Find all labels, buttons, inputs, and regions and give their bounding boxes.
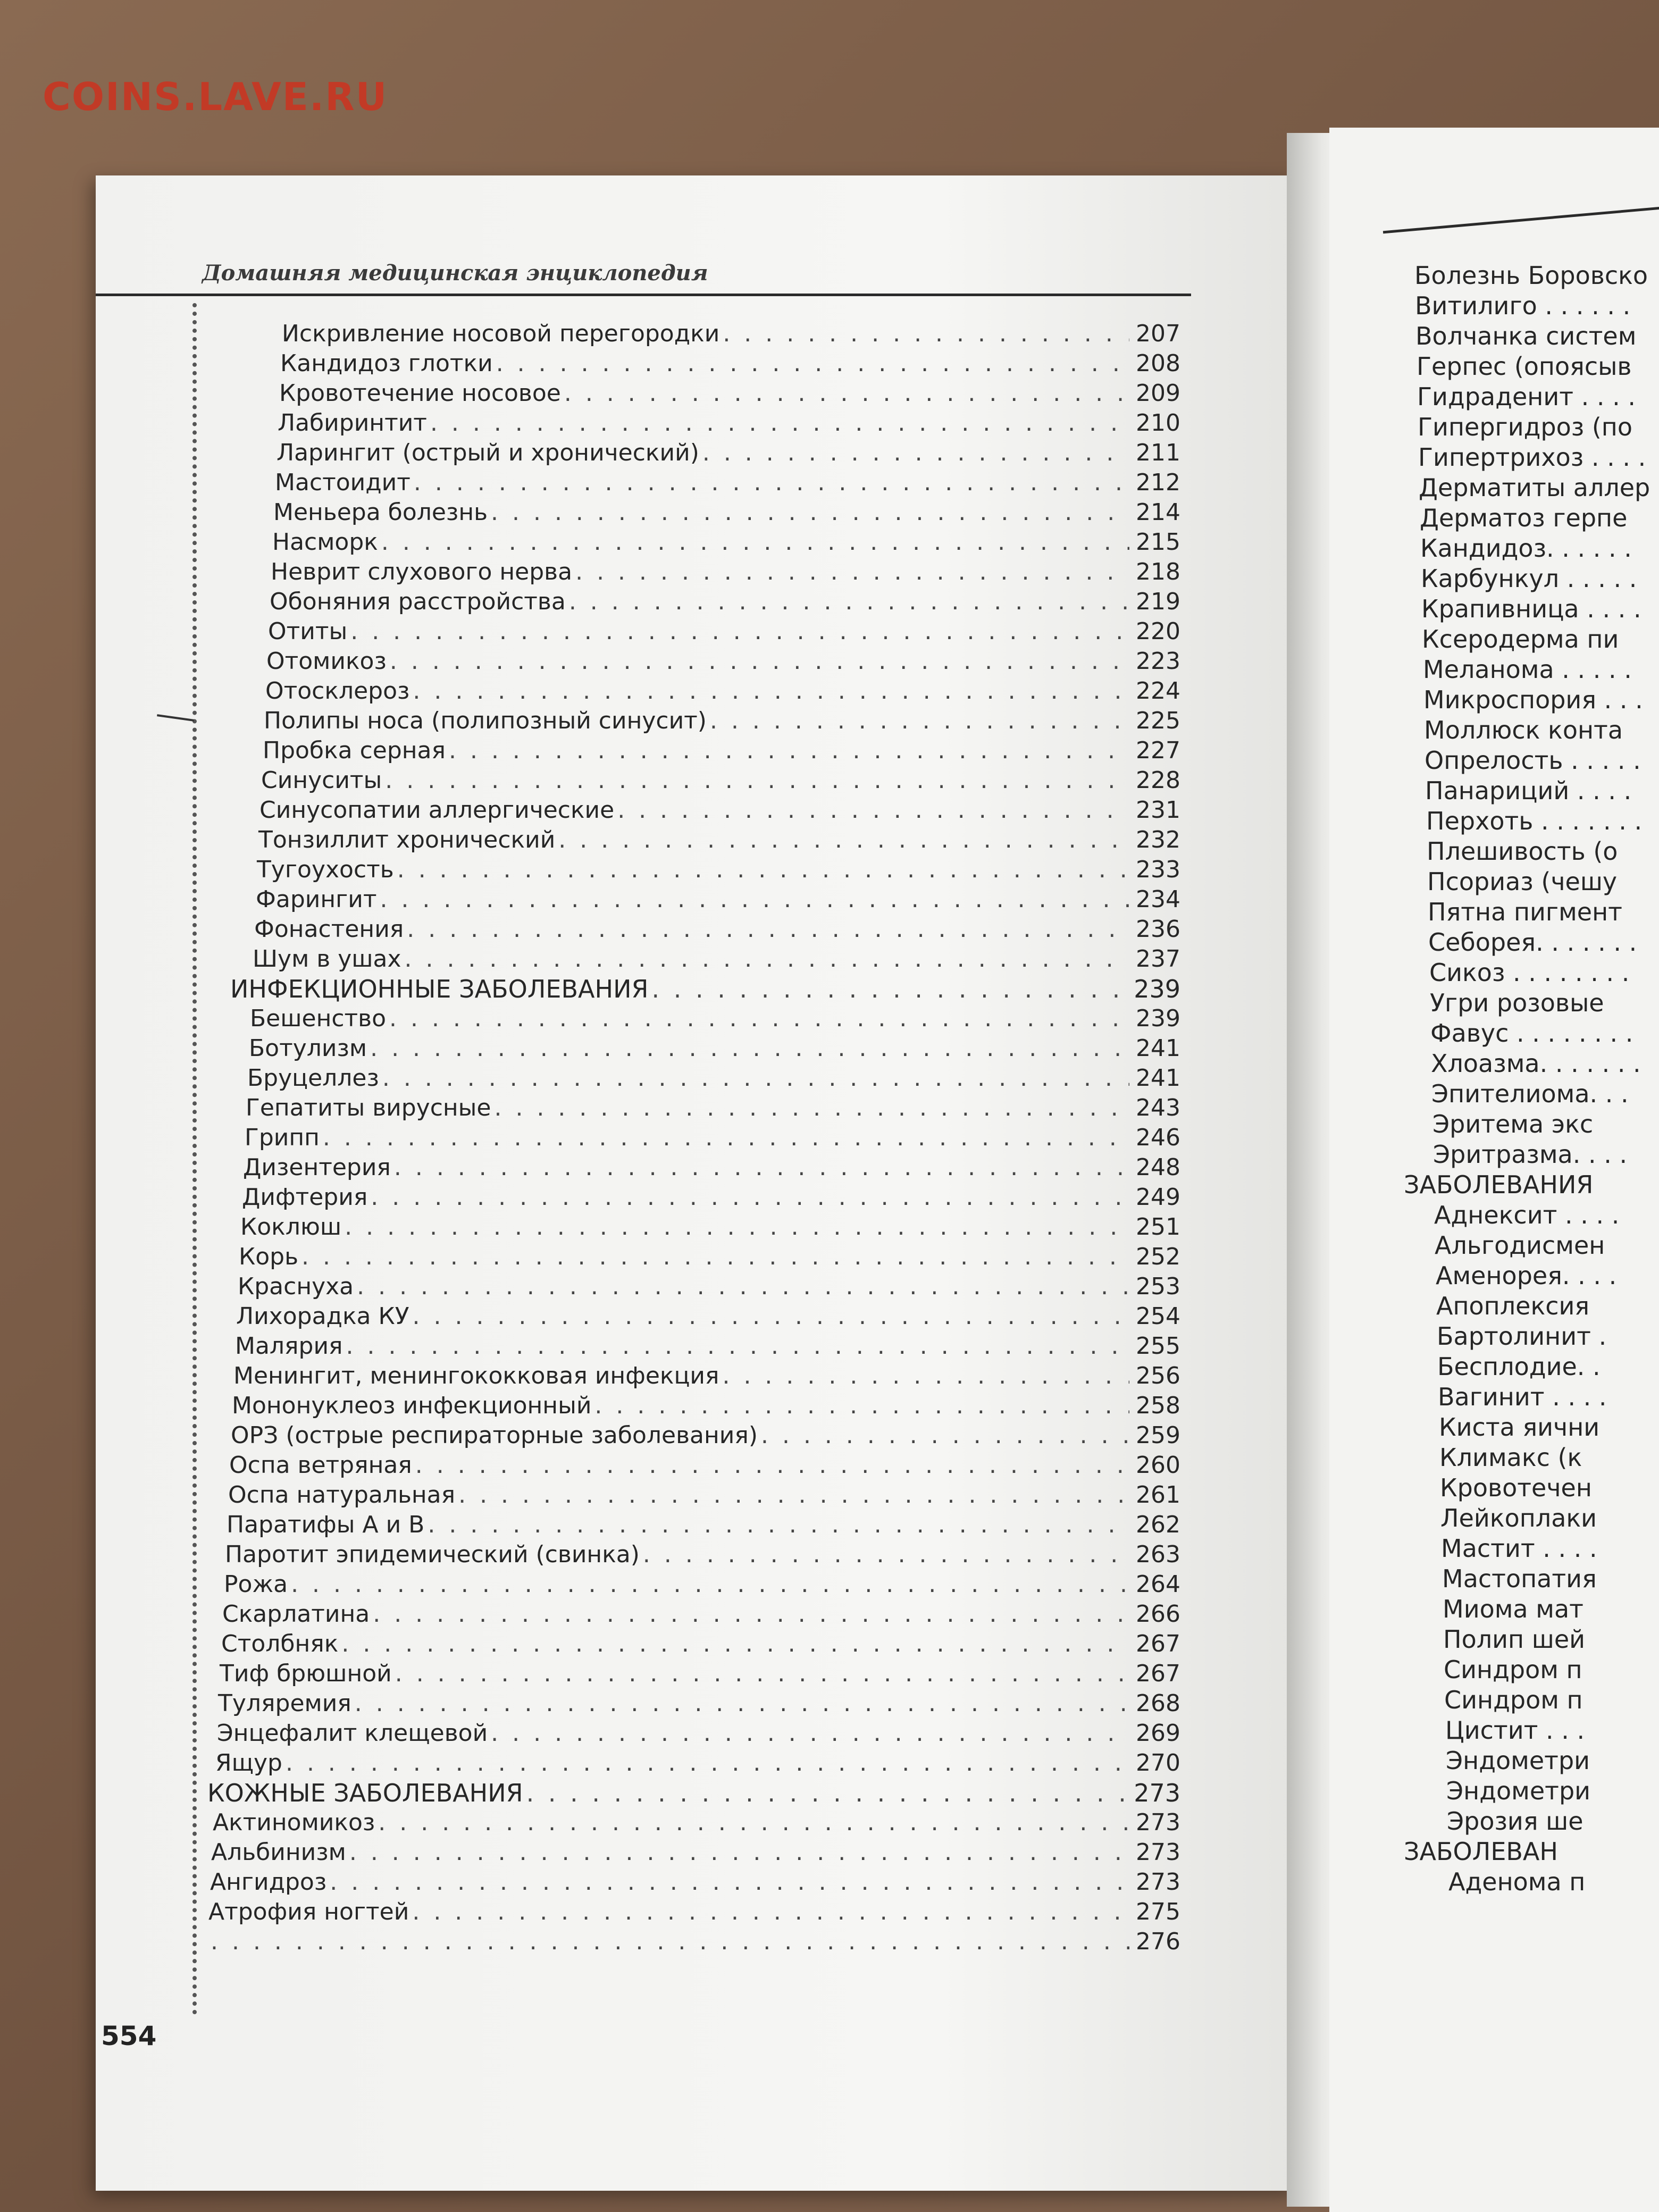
toc-entry-page: 231 [1136, 797, 1180, 824]
toc-entry-label: Паротит эпидемический (свинка) [225, 1541, 640, 1568]
toc-entry-row [207, 1093, 1180, 1123]
toc-entry-label: Гепатиты вирусные [246, 1094, 491, 1121]
right-toc-entry: Аднексит . . . . [1434, 1201, 1620, 1229]
toc-entry-row [207, 944, 1180, 974]
toc-leader-dots [569, 587, 1129, 617]
toc-entry-page: 266 [1136, 1601, 1180, 1628]
toc-leader-dots [390, 647, 1129, 676]
toc-entry-row [207, 825, 1180, 855]
toc-entry-row [207, 438, 1180, 468]
toc-entry-label: Энцефалит клещевой [217, 1720, 488, 1747]
right-toc-entry: Киста яични [1439, 1413, 1600, 1442]
toc-entry-label: Малярия [235, 1333, 343, 1360]
toc-entry-page: 267 [1136, 1630, 1180, 1657]
toc-entry-page: 268 [1136, 1690, 1180, 1717]
right-toc-entry: Аденома п [1448, 1867, 1586, 1896]
toc-leader-dots [346, 1331, 1129, 1361]
right-toc-entry: Карбункул . . . . . [1421, 564, 1637, 593]
toc-entry-label: Полипы носа (полипозный синусит) [264, 707, 707, 734]
right-toc-entry: Полип шей [1443, 1625, 1586, 1654]
toc-entry-label: Синуситы [261, 767, 382, 794]
toc-entry-label: Синусопатии аллергические [259, 797, 615, 824]
right-toc-entry: Эритразма. . . . [1433, 1140, 1628, 1169]
left-page [96, 175, 1297, 2191]
toc-entry-label: Меньера болезнь [273, 499, 488, 526]
right-toc-entry: Гипергидроз (по [1418, 413, 1632, 441]
toc-entry-page: 207 [1136, 320, 1180, 347]
right-toc-entry: Гипертрихоз . . . . [1418, 443, 1646, 472]
toc-entry-row [207, 1570, 1180, 1599]
right-toc-entry: Сикоз . . . . . . . . [1429, 958, 1630, 987]
toc-entry-label: Корь [239, 1243, 299, 1270]
right-toc-section-row: ЗАБОЛЕВАН [1404, 1837, 1558, 1866]
toc-entry-row [207, 1719, 1180, 1748]
toc-leader-dots [370, 1034, 1129, 1063]
toc-leader-dots [430, 408, 1129, 438]
toc-entry-row [207, 468, 1180, 498]
toc-entry-label: Менингит, менингококковая инфекция [233, 1362, 719, 1389]
toc-entry-label: Тиф брюшной [220, 1660, 392, 1687]
toc-entry-row [207, 379, 1180, 408]
toc-entry-page: 273 [1136, 1839, 1180, 1866]
right-toc-entry: Фавус . . . . . . . . [1430, 1019, 1633, 1048]
toc-leader-dots [702, 438, 1129, 468]
toc-entry-row [207, 349, 1180, 379]
toc-entry-label: Ящур [215, 1749, 282, 1777]
toc-entry-page: 249 [1136, 1184, 1180, 1211]
toc-entry-row [207, 1331, 1180, 1361]
toc-entry-page: 248 [1136, 1154, 1180, 1181]
toc-leader-dots [564, 379, 1129, 408]
right-toc-entry: Вагинит . . . . [1438, 1382, 1607, 1411]
toc-entry-page: 241 [1136, 1065, 1180, 1092]
right-toc-entry: Синдром п [1444, 1686, 1583, 1714]
right-toc-entry: Псориаз (чешу [1427, 867, 1618, 896]
toc-entry-page: 276 [1136, 1928, 1180, 1955]
right-toc-entry: Плешивость (о [1427, 837, 1618, 866]
toc-leader-dots [414, 468, 1129, 498]
toc-leader-dots [349, 1838, 1129, 1867]
toc-leader-dots [381, 527, 1129, 557]
right-toc-entry: Угри розовые [1430, 988, 1604, 1017]
toc-entry-label: Ларингит (острый и хронический) [276, 439, 699, 466]
toc-entry-page: 254 [1136, 1303, 1180, 1330]
toc-entry-label: Отомикоз [266, 648, 387, 675]
toc-leader-dots [412, 1897, 1129, 1927]
toc-entry-label: Грипп [245, 1124, 320, 1151]
toc-entry-label: Оспа натуральная [228, 1481, 456, 1509]
right-toc-entry: Синдром п [1444, 1655, 1582, 1684]
toc-leader-dots [371, 1183, 1129, 1212]
toc-entry-row [207, 1361, 1180, 1391]
toc-entry-row [207, 1183, 1180, 1212]
toc-entry-page: 223 [1136, 648, 1180, 675]
right-toc-entry: Дерматиты аллер [1419, 473, 1650, 502]
right-toc-entry: Витилиго . . . . . . [1415, 291, 1631, 320]
toc-entry-label: Дифтерия [242, 1184, 368, 1211]
toc-entry-row [207, 1242, 1180, 1272]
toc-leader-dots [385, 766, 1129, 795]
toc-entry-page: 256 [1136, 1362, 1180, 1389]
watermark-text: COINS.LAVE.RU [43, 74, 388, 119]
toc-entry-page: 214 [1136, 499, 1180, 526]
toc-entry-label: Шум в ушах [253, 945, 401, 973]
toc-entry-page: 236 [1136, 916, 1180, 943]
right-toc-entry: Цистит . . . [1445, 1716, 1585, 1745]
toc-entry-page: 264 [1136, 1571, 1180, 1598]
toc-leader-dots [526, 1778, 1129, 1808]
toc-section-row [207, 974, 1180, 1004]
toc-entry-page: 273 [1134, 1779, 1180, 1807]
right-toc-entry: Кандидоз. . . . . . [1420, 534, 1632, 563]
toc-entry-row [207, 1510, 1180, 1540]
right-page [1329, 128, 1659, 2212]
toc-entry-label: Бешенство [250, 1005, 387, 1032]
toc-entry-label: Дизентерия [243, 1154, 391, 1181]
toc-entry-row [207, 855, 1180, 885]
toc-leader-dots [355, 1689, 1129, 1719]
toc-entry-row [207, 1451, 1180, 1480]
right-toc-entry: Эрозия ше [1447, 1807, 1583, 1836]
toc-entry-row [207, 1302, 1180, 1331]
toc-entry-label: Краснуха [238, 1273, 354, 1300]
toc-entry-row [207, 1034, 1180, 1063]
toc-entry-page: 253 [1136, 1273, 1180, 1300]
toc-entry-row [207, 1838, 1180, 1867]
toc-entry-page: 232 [1136, 826, 1180, 853]
toc-entry-row [207, 706, 1180, 736]
toc-entry-label: Неврит слухового нерва [271, 558, 573, 585]
toc-entry-label: Рожа [224, 1571, 288, 1598]
toc-leader-dots [341, 1629, 1129, 1659]
toc-entry-row [207, 1063, 1180, 1093]
toc-entry-page: 228 [1136, 767, 1180, 794]
toc-entry-label: Тонзиллит хронический [258, 826, 556, 853]
toc-entry-label: Тугоухость [257, 856, 394, 883]
toc-leader-dots [494, 1093, 1129, 1123]
toc-leader-dots [428, 1510, 1129, 1540]
toc-entry-label: Лабиринтит [278, 409, 427, 437]
toc-leader-dots [407, 915, 1129, 944]
right-toc-entry: Альгодисмен [1435, 1231, 1605, 1260]
page-number: 554 [101, 2021, 157, 2051]
right-toc-entry: Хлоазма. . . . . . . [1431, 1049, 1641, 1078]
table-of-contents [207, 319, 1180, 1957]
toc-entry-label: Насморк [272, 529, 378, 556]
toc-leader-dots [397, 855, 1129, 885]
right-toc-entry: Крапивница . . . . [1421, 594, 1641, 623]
toc-entry-label: Туляремия [218, 1690, 351, 1717]
running-head: Домашняя медицинская энциклопедия [202, 261, 708, 286]
toc-entry-row [207, 1480, 1180, 1510]
right-toc-entry: Эпителиома. . . [1431, 1079, 1629, 1108]
toc-entry-label: Коклюш [240, 1213, 342, 1241]
toc-entry-row [207, 587, 1180, 617]
toc-entry-label: Отиты [268, 618, 348, 645]
dotted-margin-line [192, 303, 197, 2015]
toc-entry-label: Искривление носовой перегородки [282, 320, 720, 347]
toc-entry-page: 260 [1136, 1452, 1180, 1479]
right-toc-section-row: ЗАБОЛЕВАНИЯ [1404, 1170, 1594, 1199]
toc-leader-dots [558, 825, 1129, 855]
toc-entry-page: 239 [1136, 1005, 1180, 1032]
toc-entry-row [207, 498, 1180, 527]
toc-leader-dots [405, 944, 1130, 974]
toc-entry-label: Бруцеллез [247, 1065, 379, 1092]
toc-leader-dots [301, 1242, 1129, 1272]
right-toc-entry: Бесплодие. . [1437, 1352, 1601, 1381]
right-toc-entry: Эритема экс [1432, 1110, 1594, 1138]
right-toc-entry: Апоплексия [1436, 1292, 1590, 1320]
toc-leader-dots [395, 1659, 1129, 1689]
toc-entry-row [207, 1212, 1180, 1242]
toc-entry-label: Кандидоз глотки [280, 350, 493, 377]
toc-entry-label: Мононуклеоз инфекционный [232, 1392, 592, 1419]
toc-entry-row [207, 1659, 1180, 1689]
toc-entry-page: 243 [1136, 1094, 1180, 1121]
toc-entry-page: 258 [1136, 1392, 1180, 1419]
toc-entry-page: 255 [1136, 1333, 1180, 1360]
right-toc-entry: Мастит . . . . [1441, 1534, 1597, 1563]
toc-leader-dots [491, 498, 1129, 527]
right-toc-entry: Герпес (опоясыв [1417, 352, 1632, 381]
toc-entry-page: 211 [1136, 439, 1180, 466]
toc-entry-row [207, 557, 1180, 587]
toc-entry-row [207, 1123, 1180, 1153]
toc-leader-dots [643, 1540, 1129, 1570]
right-toc-entry: Бартолинит . [1437, 1322, 1607, 1351]
right-toc-entry: Микроспория . . . [1423, 685, 1643, 714]
toc-entry-page: 251 [1136, 1213, 1180, 1241]
toc-leader-dots [491, 1719, 1129, 1748]
toc-leader-dots [357, 1272, 1129, 1302]
toc-entry-page: 273 [1136, 1869, 1180, 1896]
toc-entry-row [207, 1272, 1180, 1302]
toc-entry-label: ИНФЕКЦИОННЫЕ ЗАБОЛЕВАНИЯ [230, 975, 649, 1003]
toc-entry-page: 262 [1136, 1511, 1180, 1538]
toc-entry-row [207, 1153, 1180, 1183]
right-header-rule [1383, 205, 1659, 234]
toc-leader-dots [449, 736, 1129, 766]
right-toc-entry: Перхоть . . . . . . . [1426, 807, 1643, 835]
toc-entry-page: 270 [1136, 1749, 1180, 1777]
pen-mark [157, 714, 194, 722]
toc-entry-page: 210 [1136, 409, 1180, 437]
toc-entry-page: 218 [1136, 558, 1180, 585]
toc-leader-dots [617, 795, 1129, 825]
toc-entry-page: 208 [1136, 350, 1180, 377]
toc-entry-label: Скарлатина [222, 1601, 370, 1628]
toc-leader-dots [496, 349, 1129, 379]
header-rule [96, 294, 1191, 296]
toc-leader-dots [373, 1599, 1129, 1629]
toc-entry-page: 237 [1136, 945, 1180, 973]
toc-entry-row [207, 676, 1180, 706]
toc-entry-row [207, 885, 1180, 915]
right-toc-entry: Себорея. . . . . . . [1428, 928, 1637, 957]
toc-entry-page: 225 [1136, 707, 1180, 734]
toc-entry-label: Фонастения [254, 916, 404, 943]
toc-entry-page: 267 [1136, 1660, 1180, 1687]
toc-entry-page: 263 [1136, 1541, 1180, 1568]
right-toc-entry: Дерматоз герпе [1420, 504, 1628, 532]
toc-entry-page: 212 [1136, 469, 1180, 496]
toc-leader-dots [413, 1302, 1129, 1331]
toc-leader-dots [394, 1153, 1129, 1183]
right-toc-entry: Болезнь Боровско [1414, 261, 1648, 290]
toc-leader-dots [594, 1391, 1129, 1421]
right-toc-entry: Миома мат [1443, 1595, 1583, 1623]
toc-entry-page: 261 [1136, 1481, 1180, 1509]
toc-entry-label: Отосклероз [265, 677, 410, 705]
toc-entry-page: 273 [1136, 1809, 1180, 1836]
toc-entry-page: 220 [1136, 618, 1180, 645]
toc-leader-dots [211, 1927, 1129, 1957]
toc-entry-page: 234 [1136, 886, 1180, 913]
toc-leader-dots [575, 557, 1129, 587]
toc-entry-row [207, 1748, 1180, 1778]
toc-entry-page: 209 [1136, 380, 1180, 407]
toc-entry-row [207, 647, 1180, 676]
toc-leader-dots [345, 1212, 1129, 1242]
toc-leader-dots [710, 706, 1129, 736]
toc-leader-dots [722, 1361, 1129, 1391]
toc-entry-row [207, 1391, 1180, 1421]
toc-entry-page: 269 [1136, 1720, 1180, 1747]
right-toc-entry: Меланома . . . . . [1423, 655, 1632, 684]
toc-entry-row [207, 1421, 1180, 1451]
toc-entry-page: 215 [1136, 529, 1180, 556]
toc-entry-label: Фарингит [256, 886, 377, 913]
toc-entry-row [207, 766, 1180, 795]
toc-leader-dots [415, 1451, 1129, 1480]
right-toc-entry: Моллюск конта [1424, 716, 1623, 744]
right-toc-entry: Мастопатия [1442, 1564, 1597, 1593]
toc-leader-dots [323, 1123, 1129, 1153]
toc-entry-page: 224 [1136, 677, 1180, 705]
right-toc-entry: Эндометри [1446, 1777, 1591, 1805]
toc-entry-label: Ботулизм [249, 1035, 367, 1062]
toc-leader-dots [651, 974, 1129, 1004]
toc-entry-label: Актиномикоз [213, 1809, 375, 1836]
toc-entry-page: 252 [1136, 1243, 1180, 1270]
toc-leader-dots [389, 1004, 1129, 1034]
toc-entry-label: Обоняния расстройства [270, 588, 566, 615]
toc-leader-dots [413, 676, 1129, 706]
toc-leader-dots [350, 617, 1129, 647]
right-toc-entry: Лейкоплаки [1440, 1504, 1597, 1532]
toc-entry-label: Атрофия ногтей [208, 1898, 409, 1925]
toc-entry-label: Мастоидит [275, 469, 410, 496]
toc-entry-label: Кровотечение носовое [279, 380, 561, 407]
right-toc-entry: Волчанка систем [1415, 322, 1637, 350]
toc-entry-label: Ангидроз [210, 1869, 327, 1896]
toc-entry-page: 233 [1136, 856, 1180, 883]
toc-entry-label: Пробка серная [263, 737, 446, 764]
toc-leader-dots [761, 1421, 1129, 1451]
toc-entry-row [207, 1540, 1180, 1570]
toc-section-row [207, 1778, 1180, 1808]
toc-leader-dots [382, 1063, 1129, 1093]
toc-entry-row [207, 795, 1180, 825]
toc-leader-dots [458, 1480, 1129, 1510]
toc-leader-dots [291, 1570, 1129, 1599]
toc-entry-label: Столбняк [221, 1630, 339, 1657]
toc-entry-label: Оспа ветряная [229, 1452, 412, 1479]
toc-entry-label: Альбинизм [211, 1839, 346, 1866]
toc-entry-row [207, 1808, 1180, 1838]
toc-entry-page: 239 [1134, 975, 1180, 1003]
toc-entry-label: ОРЗ (острые респираторные заболевания) [231, 1422, 758, 1449]
toc-entry-page: 241 [1136, 1035, 1180, 1062]
right-toc-entry: Аменорея. . . . [1436, 1261, 1617, 1290]
toc-entry-page: 246 [1136, 1124, 1180, 1151]
toc-entry-row [207, 1004, 1180, 1034]
toc-entry-row [207, 1599, 1180, 1629]
toc-entry-row [207, 1867, 1180, 1897]
toc-entry-row [207, 736, 1180, 766]
toc-entry-row [207, 1897, 1180, 1927]
right-toc-entry: Климакс (к [1439, 1443, 1582, 1472]
right-toc-entry: Эндометри [1446, 1746, 1590, 1775]
right-toc-entry: Гидраденит . . . . [1417, 382, 1636, 411]
toc-leader-dots [723, 319, 1129, 349]
toc-leader-dots [286, 1748, 1129, 1778]
right-toc-entry: Опрелость . . . . . [1425, 746, 1641, 775]
toc-entry-page: 219 [1136, 588, 1180, 615]
toc-entry-row [207, 527, 1180, 557]
toc-leader-dots [380, 885, 1129, 915]
toc-entry-row [207, 319, 1180, 349]
toc-entry-row [207, 1927, 1180, 1957]
toc-entry-row [207, 915, 1180, 944]
toc-leader-dots [378, 1808, 1129, 1838]
toc-entry-label: КОЖНЫЕ ЗАБОЛЕВАНИЯ [207, 1779, 523, 1807]
toc-entry-row [207, 617, 1180, 647]
toc-entry-label: Лихорадка КУ [236, 1303, 409, 1330]
right-toc-entry: Панариций . . . . [1425, 776, 1632, 805]
toc-leader-dots [330, 1867, 1129, 1897]
right-table-of-contents [1404, 261, 1659, 1897]
right-toc-entry: Кровотечен [1440, 1473, 1592, 1502]
right-toc-entry: Пятна пигмент [1428, 898, 1622, 926]
toc-entry-page: 259 [1136, 1422, 1180, 1449]
toc-entry-row [207, 408, 1180, 438]
toc-entry-label: Паратифы А и В [227, 1511, 425, 1538]
toc-entry-row [207, 1629, 1180, 1659]
toc-entry-page: 227 [1136, 737, 1180, 764]
toc-entry-page: 275 [1136, 1898, 1180, 1925]
toc-entry-row [207, 1689, 1180, 1719]
right-toc-entry: Ксеродерма пи [1422, 625, 1619, 653]
